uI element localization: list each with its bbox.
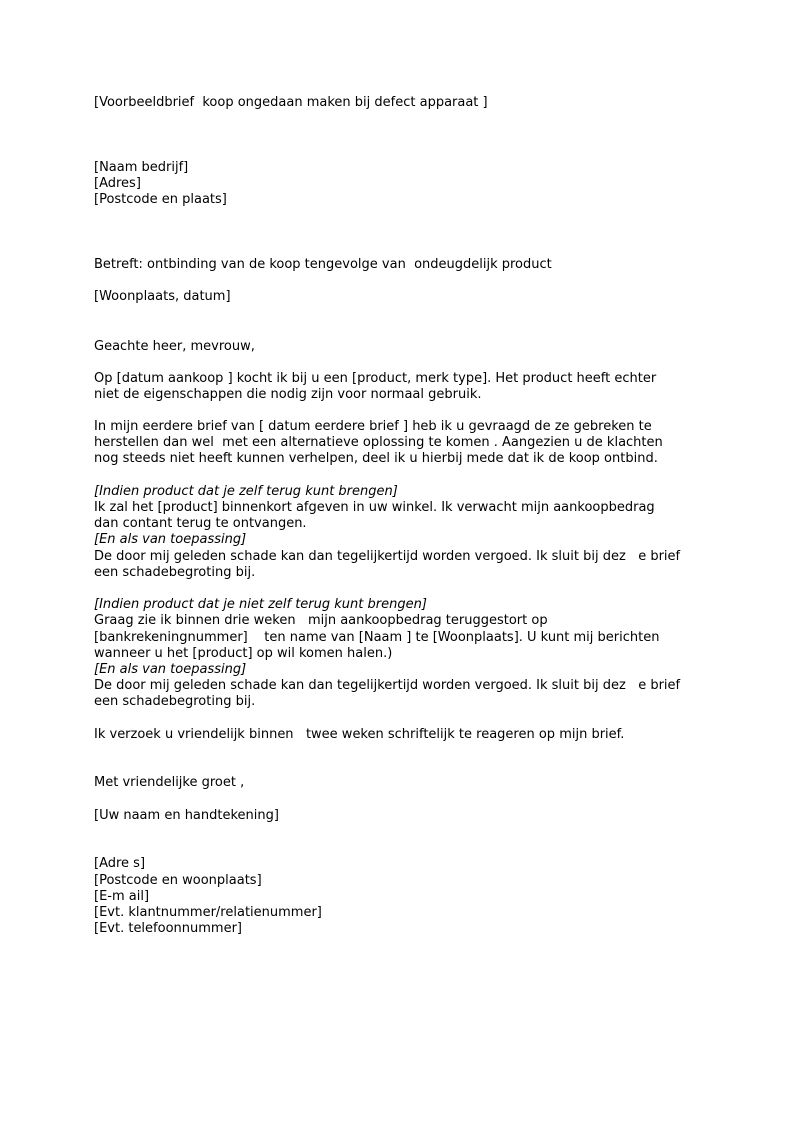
para2-line: nog steeds niet heeft kunnen verhelpen, deel ik u hierbij mede dat ik de koop ontbind. (94, 451, 658, 466)
sender-postcode: [Postcode en woonplaats] (94, 873, 262, 888)
salutation: Geachte heer, mevrouw, (94, 339, 255, 354)
sender-customer-number: [Evt. klantnummer/relatienummer] (94, 905, 322, 920)
recipient-name: [Naam bedrijf] (94, 160, 189, 175)
sender-address: [Adre s] (94, 856, 146, 871)
option1-conditional: [En als van toepassing] (94, 532, 247, 547)
option1-damage-line: De door mij geleden schade kan dan tegelijkertijd worden vergoed. Ik sluit bij dez e brief (94, 549, 681, 564)
closing: Met vriendelijke groet , (94, 775, 245, 790)
option1-heading: [Indien product dat je zelf terug kunt brengen] (94, 484, 398, 499)
option2-line: wanneer u het [product] op wil komen halen.) (94, 646, 393, 661)
letter-title: [Voorbeeldbrief koop ongedaan maken bij defect apparaat ] (94, 95, 488, 110)
recipient-postcode: [Postcode en plaats] (94, 192, 227, 207)
sender-phone: [Evt. telefoonnummer] (94, 921, 242, 936)
signature: [Uw naam en handtekening] (94, 808, 279, 823)
request-line: Ik verzoek u vriendelijk binnen twee weken schriftelijk te reageren op mijn brief. (94, 727, 625, 742)
option2-heading: [Indien product dat je niet zelf terug kunt brengen] (94, 597, 427, 612)
option2-conditional: [En als van toepassing] (94, 662, 247, 677)
subject-line: Betreft: ontbinding van de koop tengevolge van ondeugdelijk product (94, 257, 552, 272)
para2-line: herstellen dan wel met een alternatieve oplossing te komen . Aangezien u de klachten (94, 435, 663, 450)
option2-damage-line: De door mij geleden schade kan dan tegelijkertijd worden vergoed. Ik sluit bij dez e brief (94, 678, 681, 693)
place-date: [Woonplaats, datum] (94, 289, 231, 304)
option1-line: Ik zal het [product] binnenkort afgeven in uw winkel. Ik verwacht mijn aankoopbedrag (94, 500, 655, 515)
para1-line: niet de eigenschappen die nodig zijn voor normaal gebruik. (94, 387, 482, 402)
option2-damage-line: een schadebegroting bij. (94, 694, 256, 709)
para1-line: Op [datum aankoop ] kocht ik bij u een [product, merk type]. Het product heeft echter (94, 371, 657, 386)
para2-line: In mijn eerdere brief van [ datum eerdere brief ] heb ik u gevraagd de ze gebreken te (94, 419, 652, 434)
option2-line: Graag zie ik binnen drie weken mijn aankoopbedrag teruggestort op (94, 613, 548, 628)
option2-line: [bankrekeningnummer] ten name van [Naam ] te [Woonplaats]. U kunt mij berichten (94, 630, 660, 645)
option1-line: dan contant terug te ontvangen. (94, 516, 307, 531)
option1-damage-line: een schadebegroting bij. (94, 565, 256, 580)
sender-email: [E-m ail] (94, 889, 150, 904)
recipient-address: [Adres] (94, 176, 141, 191)
